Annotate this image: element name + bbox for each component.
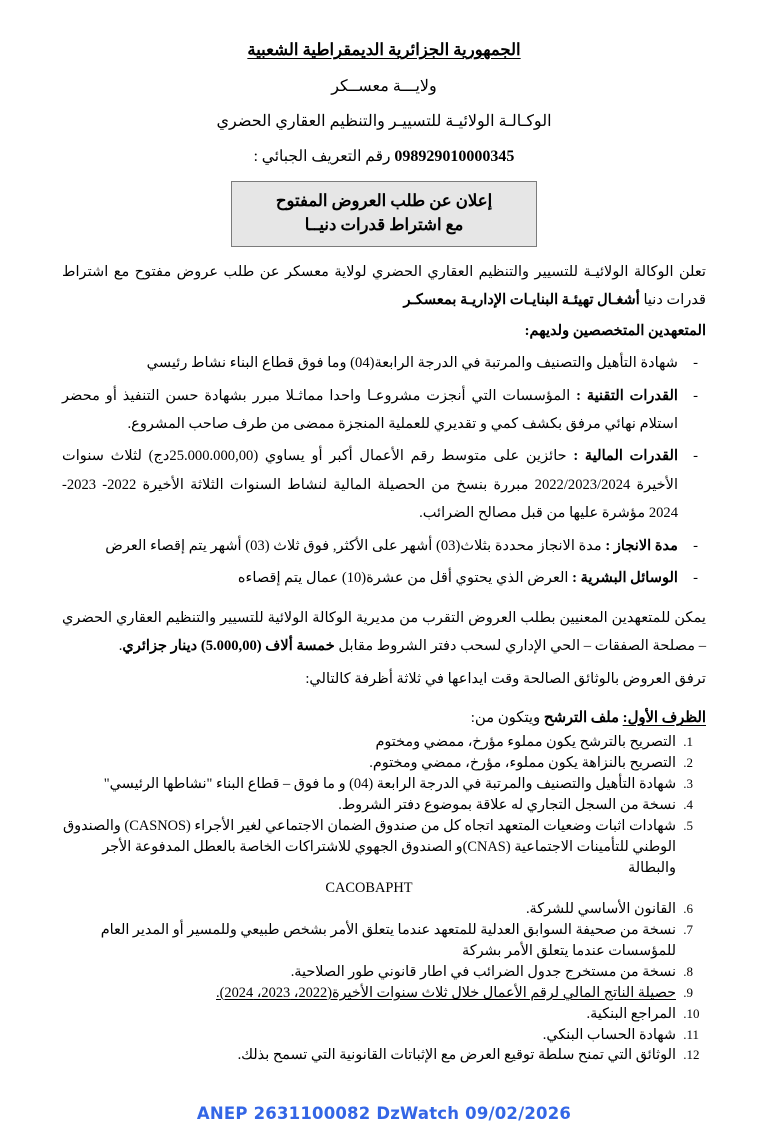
envelope-name: ملف الترشح (543, 710, 623, 727)
document-text: المراجع البنكية. (586, 1005, 676, 1022)
requirement-item (62, 564, 706, 592)
requirements-list (62, 349, 706, 593)
anep-reference: ANEP 2631100082 DzWatch 09/02/2026 (196, 1104, 572, 1123)
withdrawal-currency: دينار جزائري (122, 638, 198, 655)
document-item (62, 732, 680, 753)
document-footer (0, 1104, 768, 1124)
document-text: القانون الأساسي للشركة. (525, 901, 676, 918)
requirement-item (62, 382, 706, 439)
announcement-title-line1: إعلان عن طلب العروض المفتوح (275, 190, 493, 210)
specialists-heading: المتعهدين المتخصصين ولديهم: (524, 322, 706, 339)
intro-text: تعلن الوكالة الولائيـة للتسيير والتنظيم العقاري الحضري لولاية معسكر عن طلب عروض مفتوح مع اشتراط قدرات دنيا (62, 263, 706, 309)
document-text: الوثائق التي تمنح سلطة توقيع العرض مع الإثباتات القانونية التي تسمح بذلك. (237, 1047, 676, 1064)
document-text: التصريح بالنزاهة يكون مملوء، مؤرخ، ممضي ومختوم. (369, 755, 676, 772)
document-text: نسخة من مستخرج جدول الضرائب في اطار قانوني طور الصلاحية. (290, 963, 676, 980)
requirement-text: المؤسسات التي أنجزت مشروعـا واحدا مماثـلا مبرر بشهادة حسن التنفيذ أو محضر استلام نهائي مرفق بكشف كمي و تقديري للعملية المنجزة ممضى من طرف صاحب المشروع. (62, 387, 678, 433)
republic-title: الجمهورية الجزائرية الديمقراطية الشعبية (247, 40, 521, 59)
requirement-label: القدرات المالية : (573, 448, 679, 465)
document-text: التصريح بالترشح يكون مملوء مؤرخ، ممضي ومختوم (375, 734, 676, 751)
announcement-title-line2: مع اشتراط قدرات دنيــا (304, 214, 464, 234)
document-text: شهادة التأهيل والتصنيف والمرتبة في الدرجة الرابعة (04) و ما فوق – قطاع البناء "نشاطها الرئيسي" (103, 776, 676, 792)
wilaya-name: ولايـــة معســكر (331, 77, 437, 95)
requirement-item (62, 532, 706, 560)
documents-list (62, 732, 706, 1066)
document-text: حصيلة الناتج المالي لرقم الأعمال خلال ثلاث سنوات الأخيرة(2022، 2023، 2024). (216, 984, 676, 1001)
requirement-text: العرض الذي يحتوي أقل من عشرة(10) عمال يتم إقصاءه (237, 570, 573, 587)
tax-id-number: 098929010000345 (394, 147, 515, 165)
requirement-label: الوسائل البشرية : (572, 570, 678, 587)
deposit-note: ترفق العروض بالوثائق الصالحة وقت ايداعها في ثلاثة أظرفة كالتالي: (305, 670, 706, 687)
tax-id-line (62, 146, 706, 168)
document-item (62, 753, 680, 774)
document-item (62, 1025, 680, 1046)
document-header (62, 38, 706, 168)
intro-paragraph (62, 258, 706, 315)
document-text: نسخة من السجل التجاري له علاقة بموضوع دفتر الشروط. (338, 796, 676, 813)
document-item (62, 983, 680, 1004)
envelope-heading (62, 706, 706, 731)
requirement-item (62, 349, 706, 377)
announcement-title-box (231, 181, 537, 247)
envelope-label: الظرف الأول: (622, 710, 706, 727)
withdrawal-text-3: . (118, 638, 123, 655)
agency-name: الوكـالـة الولائيـة للتسييـر والتنظيم العقاري الحضري (216, 113, 552, 131)
requirement-text: حائزين على متوسط رقم الأعمال أكبر أو يساوي (25.000.000,00دج) لثلاث سنوات الأخيرة 2022/2023/2024 مبررة بنسخ من الحصيلة المالية لنشاط السنوات الثلاثة الأخيرة 2022- 2023- 2024 مؤشرة عليها من قبل مصالح الضرائب. (62, 448, 679, 522)
document-item (62, 774, 680, 795)
document-item (62, 920, 680, 962)
withdrawal-text-1: يمكن للمتعهدين المعنيين بطلب العروض التقرب من مديرية الوكالة الولائية للتسيير والتنظيم العقاري الحضري – مصلحة الصفقات – الحي الإداري لسحب دفتر الشروط مقابل (62, 609, 706, 655)
document-item (62, 795, 680, 816)
title-box-wrapper (62, 181, 706, 247)
document-item (62, 1045, 680, 1066)
intro-project-name: أشغـال تهيئـة البنايـات الإداريـة بمعسكـر (403, 292, 640, 309)
requirement-label: القدرات التقنية : (576, 387, 678, 404)
document-text: شهادة الحساب البنكي. (542, 1026, 676, 1043)
tax-id-label: رقم التعريف الجبائي : (253, 147, 391, 165)
document-item (62, 899, 680, 920)
envelope-suffix: ويتكون من: (470, 710, 544, 727)
withdrawal-paragraph (62, 604, 706, 661)
document-item (62, 816, 680, 900)
requirement-text: مدة الانجاز محددة بثلاث(03) أشهر على الأكثر, فوق ثلاث (03) أشهر يتم إقصاء العرض (105, 537, 606, 554)
document-text: شهادات اثبات وضعيات المتعهد اتجاه كل من صندوق الضمان الاجتماعي لغير الأجراء (CASNOS) والصندوق الوطني للتأمينات الاجتماعية (CNAS)و الصندوق الجهوي للاشتراكات الخاصة بالعطل المدفوعة الأجر والبطالة (63, 817, 676, 876)
requirement-label: مدة الانجاز : (605, 537, 678, 554)
document-item-5-tail: CACOBAPHT (325, 880, 413, 897)
document-item (62, 962, 680, 983)
requirement-text: شهادة التأهيل والتصنيف والمرتبة في الدرجة الرابعة(04) وما فوق قطاع البناء نشاط رئيسي (146, 355, 678, 372)
withdrawal-amount-words: خمسة ألاف (5.000,00) (200, 638, 335, 655)
requirement-item (62, 442, 706, 527)
document-item (62, 1004, 680, 1025)
document-text: نسخة من صحيفة السوابق العدلية للمتعهد عندما يتعلق الأمر بشخص طبيعي وللمسير أو المدير العام للمؤسسات عندما يتعلق الأمر بشركة (100, 922, 676, 959)
